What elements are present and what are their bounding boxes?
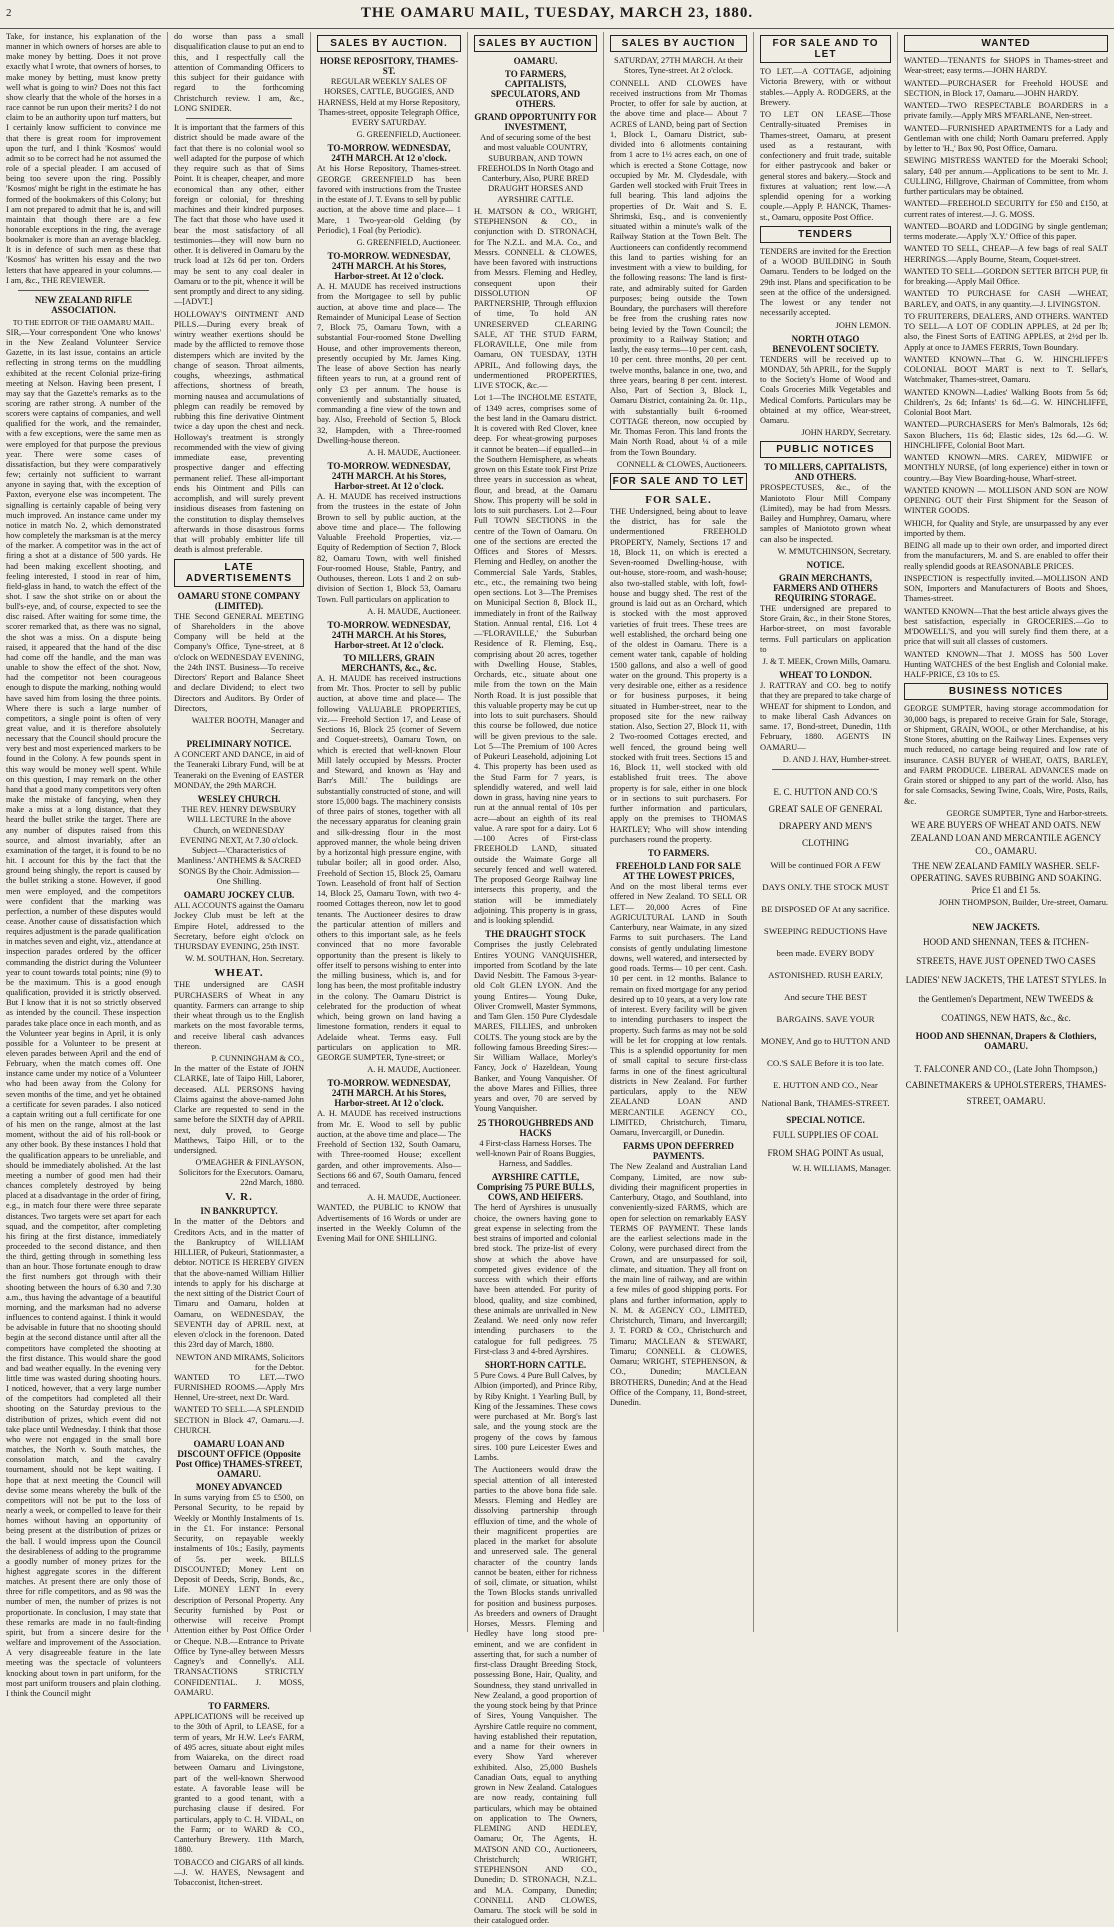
- article-rifle-heading: NEW ZEALAND RIFLE ASSOCIATION.: [34, 294, 133, 315]
- freehold-land-text: And on the most liberal terms ever offered in New Zealand. TO SELL OR LET— 20,000 Acres of Fine AGRICULTURAL LAND in South Canterbury, near Waimate, in any sized Farms to suit purchasers. The Land consists of gently undulating limestone downs, well watered, and intersected by good roads. Terms— 10 per cent. Cash. 10 per cent. in 12 months. Balance to remain on fixed mortgage for any period desired up to 10 years, at a very low rate of interest. Every facility will be given to intending purchasers to inspect the property. Such farms as may not be sold will be let for cropping at low rentals. This is a splendid opportunity for men of small capital to secure first-class farms in one of the finest agricultural districts in New Zealand. For further particulars, apply to the NEW ZEALAND LOAN AND MERCANTILE AGENCY CO., LIMITED, Christchurch, Timaru, Oamaru, Invercargill, or Dunedin.: [610, 882, 747, 1137]
- article-rifle-subheading: TO THE EDITOR OF THE OAMARU MAIL.: [12, 317, 155, 327]
- benevolent-text: TENDERS will be received up to MONDAY, 5th APRIL, for the Supply to the Society's Home of Wood and Coals Groceries Milk Vegetables and Medical Comforts. Particulars may be obtained at my office, Wear-street, Oamaru.: [760, 354, 891, 425]
- wanted-ad: WANTED TO SELL—GORDON SETTER BITCH PUP, fit for breaking.—Apply Mail Office.: [904, 266, 1108, 286]
- wheat-london-text: J. RATTRAY and CO. beg to notify that they are prepared to take charge of WHEAT for shipment to London, and to make liberal Cash Advances on same. 17, Bond-street, Dunedin, 11th February, 1880. AGENTS IN OAMARU—: [760, 681, 891, 752]
- connell-clowes-text: CONNELL AND CLOWES have received instructions from Mr Thomas Procter, to offer for sale by auction, at the above time and place— About 7 ACRES of LAND, being part of Section 1, Block I., Oamaru District, sub-divided into 6 allotments containing from 1 acre to 1½ acres each, on one of which is erected a Stone Cottage, now occupied by Mr. M. Clydesdale, with Garden well stocked with Fruit Trees in full bearing. This land adjoins the properties of Dr. Wait and S. E. Shrimski, Esq., and is conveniently situated within a minute's walk of the Railway Station at the Town Belt. The Auctioneers can confidently recommend this land to parties wishing for an investment with a view to building, for the following reasons: The land is first-rate, and admirably suited for Garden purposes; being outside the Town Boundary, the purchasers will therefore be free from the crushing rates now being levied by the Town Council; the proximity to a Railway Station; and lastly, the easy terms—10 per cent. cash, 10 per cent. three months, 20 per cent. twelve months, balance in one, two, and three years, bearing 8 per cent. interest. Also, Part of Section 3, Block I., Oamaru District, containing 2a. 0r. 11p., with substantially built 6-roomed COTTAGE thereon, now occupied by Mr. Thomas Feron. This land fronts the Main North Road, about ¼ of a mile from the Town Boundary.: [610, 78, 747, 457]
- family-washer-notice: THE NEW ZEALAND FAMILY WASHER. SELF-OPERATING. SAVES RUBBING AND SOAKING. Price £1 and £1 5s.: [910, 860, 1102, 895]
- auctioneers-text: The Auctioneers would draw the special attention of all interested parties to the above bona fide sale. Messrs. Fleming and Hedley are dissolving partnership through effluxion of time, and the whole of their magnificent properties are placed in the market for absolute and unreserved sale. The general character of the country lands cannot be beaten, either for richness of soil, climate, or situation, whilst the Town Blocks stands unrivalled for position and business purposes. As breeders and owners of Draught Horses, Messrs. Fleming and Hedley have long stood pre-eminent, and we are confident in asserting that, for such a number of first-class Draught Breeding Stock, possessing Bone, Hair, Quality, and Soundness, they stand unrivalled in New Zealand, a good proportion of the young stock being by that Prince of Sires, Young Vanquisher. The Ayrshire Cattle require no comment, having established their reputation, and a name for their owners in every Show Yard wherever exhibited. Also, 25,000 Bushels Canadian Oats, equal to anything grown in New Zealand. Catalogues are now ready, containing full particulars, which may be obtained on application to The Owners, FLEMING AND HEDLEY, Oamaru; Or, The Agents, H. MATSON AND CO., Auctioneers, Christchurch; WRIGHT, STEPHENSON AND CO., Dunedin; D. STRONACH, N.Z.L. and M.A. Company, Dunedin; CONNELL AND CLOWES, Oamaru. The stock will be sold in their catalogued order.: [474, 1465, 597, 1926]
- lease-premises-ad: TO LET ON LEASE—Those Centrally-situated Premises in Thames-street, Oamaru, at present used as a restaurant, with confectionery and fruit trade, suitable for either pastrycook and baker or general stores and bakery.—Stock and fixtures at valuation; rent low.—A splendid opening for a working couple.—Apply P. HANCK, Thames-st., Oamaru, opposite Post Office.: [760, 110, 891, 222]
- article-conclusion: do worse than pass a small disqualification clause to put an end to this, and I respectfully call the attention of Commanding Officers to this subject for their guidance with regard to the forthcoming Christchurch review. I am, &c., LONG SNIDER.: [174, 32, 304, 113]
- to-farmers-heading: TO FARMERS.: [647, 848, 710, 858]
- horse-repository-heading: HORSE REPOSITORY, THAMES-ST.: [319, 56, 459, 76]
- grain-storage-text: THE undersigned are prepared to Store Grain, &c., in their Stone Stores, Harbor-street, on most favorable terms. Full particulars on application to: [760, 603, 891, 654]
- article-rifle-text: SIR,—Your correspondent 'One who knows' in the New Zealand Volunteer Service Gazette, in its last issue, contains an article reflecting in strong terms on the muddling exhibited at the recent Colonial prize-firing meeting at Nelson. Having been present, I may say that the Gazette's remarks as to the scoring are rather strong. A number of the scorers were captains of companies, and well qualified for the work, and the remainder, with a few exceptions, were the same men as were employed for that purpose the previous year. There were some cases of dissatisfaction, but they were comparatively few; certainly not sufficient to warrant anyone in saying that, with the exception of Paxton, everyone else was incompetent. The signalling is certainly capable of being very much improved. An instance came under my notice in match No. 2, which demonstrated how completely the marksman is at the mercy of the marker. A competitor was in the act of firing a shot at a distance of 500 yards. He had been making excellent shooting, and feeling interested, I stood in rear of him, field-glass in hand, to watch the effect of the shot. I saw the shot strike on or about the bull's-eye, and, of course, expected to see the disc raised. After waiting for some time, the scorer remarked that, as there was no signal, the shot was a miss. On a dispute being raised, it appeared that the hand of the disc had come off the handle, and the man was unable to show the effect of the shot. Now, had the competitor not been courageous enough to dispute the marking, nothing would have saved him from losing the three points. Where there is such a large number of competitors, a single point is often of very great value, and it is therefore absolutely necessary that the Council should procure the very best and most experienced markers to be found in the Colony. A few pounds spent in this way would be money well spent. While on this question, I may remark on the other hand that a good many competitors very often make the mistake of fancying, when they make a miss at a long distance, that they heard the bullet strike the target. There are any number of disputes raised from this source, and almost invariably, after an examination of the target, it is found to be no hit. I account for this by the fact that the ground being shingly, the report is caused by the bullet striking a stone. However, if good men were employed, and the competitors were confident that the marking was perfection, a number of these disputes would cease. Another cause of dissatisfaction which requires adjustment is the parade qualification in matches seven and eight, viz., attendance at inspection parades ordered by the officer commanding the district during the Volunteer year to count towards total points; nine (9) to be the maximum. This is a good enough qualification, provided it is strictly observed. But I know that it is not so strictly observed as intended by the council. These inspection parades take place once in each month, and as the Volunteer year begins in April, it is only possible for a Volunteer to be present at eleven parades between April and the end of February, when the match comes off. One instance came under my notice of a Volunteer who had been away from the Colony for seven months of the time, and yet he obtained a certificate for seven parades. I also noticed a captain writing out a full certificate for one of his men on the range, almost at the last moment, without the aid of his roll-book or any other book. By these instances I hold that the qualification appears to be unreliable, and should be immediately abolished. At the last meeting a number of good men had their chances completely destroyed by being placed at a disadvantage in the order of firing, e.g., in match four there were three separate distances. Two targets were set apart for each squad, and the competitor, after completing his firing at the first distance, immediately proceeded to the second distance, and then the third, getting through in something less than an hour. Those fortunate enough to draw the first numbers got through with their shooting between the hours of 6.30 and 7.30 a.m., thus having the advantage of a beautiful morning, and the marksman had no adverse influences to contend against. I think it would be advisable in future that no shooting should begin at the second distance until after all the competitors have completed the shooting at the first distance. This would share the good and bad weather equally. In the evening very little time was wasted during shooting hours. I noticed, however, that a very large number of the competitors had completed all their shooting on the Saturday previous to the distribution of prizes, which event did not take place until Wednesday. I think that those who were not engaged in the small bore matches, the North v. South matches, the consolation match, and the cavalry tournament, should not be kept waiting. I hope that at next meeting the Council will devise some means whereby the bulk of the competitors will not be put to the loss of nearly a week, or compelled to leave for their homes without having an opportunity of being present at the distribution of prizes or the ball. I would impress upon the Council the desirableness of adding to the programme a goodly number of money prizes for the highest aggregate scores in the different matches. At present there are only those of three for rifle competitors, and as 98 was the number of men, the number of prizes is not proportionate. In conclusion, I may state that these remarks are made in no fault-finding spirit, but from a sincere desire for the welfare and improvement of the Association. A very disagreeable feature in the late meeting was the spectacle of volunteers knocking about town in part uniform, for the most part uniform trousers and plain clothing. I think the Council might: [6, 327, 161, 1698]
- wanted-ad: WANTED KNOWN—Ladies' Walking Boots from 5s 6d; Children's, 2s 6d; Infants' 1s 6d.—G. W. HINCHLIFFE, Colonial Boot Mart.: [904, 387, 1108, 417]
- sumpter-notice: GEORGE SUMPTER, having storage accommodation for 30,000 bags, is prepared to receive Grain for Sale, Storage, or Shipment, GRAIN, WOOL, or other Merchandise, at his Stone Stores, abutting on the Railway Lines. Expenses very much reduced, no cartage being required and low rate of insurance. CASH BUYER of WHEAT, OATS, BARLEY, and FARM PRODUCE. LIBERAL ADVANCES made on Grain stored or shipped to any part of the world. Also, has for sale Cornsacks, Sewing Twine, Coals, Wire, Posts, Rails, &c.: [904, 704, 1108, 806]
- estate-text: In the matter of the Estate of JOHN CLARKE, late of Taipo Hill, Laborer, deceased. ALL PERSONS having Claims against the above-named John Clarke are requested to send in the same before the SIXTH day of APRIL next, duly proved, to George Matthews, Taipo Hill, or to the undersigned.: [174, 1064, 304, 1155]
- article-review-text: Take, for instance, his explanation of the manner in which owners of horses are able to make money by betting. Does it not prove exactly what I wrote, that owners of horses, to make money by betting, must know pretty well what is going to win? Does not this fact show clearly that the whole of the horses in a race cannot be run upon their merits? I do not claim to be an authority upon turf matters, but I certainly know sufficient to convince me that there is great room for improvement upon the turf, and I think 'Kosmos' would admit so to be correct had he not assumed the role of a special pleader. I am accused of being too severe upon the ring. Possibly 'Kosmos' might be right in the estimate he has formed of the bookmakers of this Colony; but I am not prepared to admit that he is, and will maintain that though there are a few honorable exceptions in the ring, the average bookmaker is more than an average blackleg. It is in defence of such men as these that 'Kosmos' has written his essay and the two letters that have appeared in your columns.—I am, &c., THE REVIEWER.: [6, 32, 161, 285]
- draught-stock-heading: THE DRAUGHT STOCK: [485, 929, 586, 940]
- bankruptcy-signature: NEWTON AND MIRAMS, Solicitors for the Debtor.: [175, 1352, 304, 1372]
- wanted-ad: INSPECTION is respectfully invited.—MOLLISON AND SON, Importers and Manufacturers of Boots and Shoes, Thames-street.: [904, 573, 1108, 604]
- auction-header-3: SALES BY AUCTION: [610, 35, 747, 52]
- meek-signature: J. & T. MEEK, Crown Mills, Oamaru.: [762, 657, 891, 666]
- wheat-signature: P. CUNNINGHAM & CO.,: [211, 1054, 304, 1063]
- wanted-ad: WANTED—TENANTS for SHOPS in Thames-street and Wear-street; easy terms.—JOHN HARDY.: [904, 56, 1108, 76]
- column-4: [468, 32, 604, 1926]
- wheat-london-heading: WHEAT TO LONDON.: [779, 670, 872, 680]
- wanted-to-let-ad: WANTED TO LET.—TWO FURNISHED ROOMS.—Apply Mrs Hennel, Ure-street, next Dr. Ward.: [174, 1372, 304, 1402]
- sale5-subheading: TO MILLERS, GRAIN MERCHANTS, &c., &c.: [341, 652, 437, 673]
- wheat-heading: WHEAT.: [214, 967, 264, 980]
- thompson-signature: JOHN THOMPSON, Builder, Ure-street, Oamaru.: [938, 897, 1108, 907]
- divider: [186, 118, 292, 119]
- ayrshire-text: The herd of Ayrshires is unusually choice, the owners having gone to great expense in selecting from the best strains of imported and colonial bred stock. The prize-list of every show at which the above have competed gives evidence of the success with which their efforts have been attended. For purity of blood, quality, and size combined, these animals are unrivalled in New Zealand. We need only now refer intending purchasers to the catalogue for full pedigrees. 75 First-class 3 and 4-bred Ayrshires.: [474, 1203, 597, 1356]
- sale2-signature: G. GREENFIELD, Auctioneer.: [356, 238, 461, 247]
- coal-supplies-text: FULL SUPPLIES OF COAL FROM SHAG POINT As usual,: [767, 1129, 884, 1158]
- hood-shennan-notice: HOOD AND SHENNAN, TEES & ITCHEN-STREETS, HAVE JUST OPENED TWO CASES LADIES' NEW JACKETS, THE LATEST STYLES. In the Gentlemen's Department, NEW TWEEDS & COATINGS, NEW HATS, &c., &c.: [905, 936, 1107, 1023]
- sale6-text: A. H. MAUDE has received instructions from Mr. E. Wood to sell by public auction, at the above time and place— The Freehold of Section 132, South Oamaru, with Three-roomed House; excellent garden, and other improvements. Also— Sections 66 and 67, South Oamaru, fenced and terraced.: [317, 1109, 461, 1190]
- tenders-header: TENDERS: [760, 226, 891, 243]
- divider: [18, 290, 149, 291]
- clearing-sale-text: H. MATSON & CO., WRIGHT, STEPHENSON & CO., in conjunction with D. STRONACH, for The N.Z.L. and M.A. Co., and Messrs. CONNELL & CLOWES, have been favored with instructions from Messrs. Fleming and Hedley, consequent upon their DISSOLUTION OF PARTNERSHIP, Through effluxion of time, To hold AN UNRESERVED CLEARING SALE, AT THE STUD FARM, FLORAVILLE, One mile from Oamaru, ON TUESDAY, 13TH APRIL, And following days, the undermentioned PROPERTIES, LIVE STOCK, &c.—: [474, 206, 597, 390]
- bankruptcy-vr: V. R.: [225, 1191, 253, 1204]
- hutton-signature: E. HUTTON AND CO., Near National Bank, THAMES-STREET.: [761, 1079, 890, 1108]
- farmers-text: APPLICATIONS will be received up to the 30th of April, to LEASE, for a term of years, Mr H.W. Lee's FARM, of 495 acres, situate about eight miles from Waiareka, on the direct road between Oamaru and Livingstone, part of the well-known Sherwood estate. A favorable lease will be granted to a good tenant, with a purchasing clause if desired. For particulars, apply to C. H. VIDAL, on the Farm; or to WARD & CO., Canterbury Brewery. 11th March, 1880.: [174, 1712, 304, 1855]
- deferred-payments-heading: FARMS UPON DEFERRED PAYMENTS.: [623, 1141, 734, 1162]
- prospectuses-text: PROSPECTUSES, &c., of the Maniototo Flour Mill Company (Limited), may be had from Messrs. Bailey and Humphrey, Oamaru, where samples of Maniototo grown wheat can also be inspected.: [760, 483, 891, 544]
- hutton-sale-heading: E. C. HUTTON AND CO.'S GREAT SALE OF GENERAL DRAPERY AND MEN'S CLOTHING: [768, 786, 883, 848]
- wanted-ad: BEING all made up to their own order, and imported direct from the manufacturers, M. and S. are enabled to offer their really splendid goods at REASONABLE PRICES.: [904, 541, 1108, 571]
- farmers-capitalists-heading: TO FARMERS, CAPITALISTS, SPECULATORS, AND OTHERS.: [490, 69, 581, 109]
- wanted-header: WANTED: [904, 35, 1108, 52]
- wesley-heading: WESLEY CHURCH.: [197, 794, 281, 804]
- freehold-land-heading: FREEHOLD LAND FOR SALE AT THE LOWEST PRICES,: [615, 861, 742, 881]
- auction-header: SALES BY AUCTION.: [317, 35, 461, 52]
- ayrshire-heading: AYRSHIRE CATTLE, Comprising 75 PURE BULLS, COWS, AND HEIFERS.: [476, 1172, 595, 1203]
- sale5-signature: A. H. MAUDE, Auctioneer.: [367, 1065, 461, 1075]
- connell-clowes-signature: CONNELL & CLOWES, Auctioneers.: [616, 459, 747, 469]
- thoroughbreds-heading: 25 THOROUGHBREDS AND HACKS: [477, 1117, 594, 1138]
- grand-opportunity-heading: GRAND OPPORTUNITY FOR INVESTMENT,: [474, 112, 597, 132]
- wesley-text: THE REV. HENRY DEWSBURY WILL LECTURE In the above Church, on WEDNESDAY EVENING NEXT, At 7.30 o'clock. Subject—'Characteristics of Manliness.' ANTHEMS & SACRED SONGS By the Choir. Admission—One Shilling.: [177, 805, 301, 886]
- hood-shennan-signature: HOOD AND SHENNAN, Drapers & Clothiers, OAMARU.: [915, 1030, 1097, 1051]
- cottage-to-let-ad: TO LET.—A COTTAGE, adjoining Victoria Brewery, with or without stables.—Apply A. RODGERS, at the Brewery.: [760, 67, 891, 107]
- masthead: [0, 0, 1114, 29]
- wood-building-tender: TENDERS are invited for the Erection of a WOOD BUILDING in South Oamaru. Tenders to be lodged on the 29th inst. Plans and specification to be seen at the office of the undersigned. The lowest or any tender not necessarily accepted.: [760, 246, 891, 318]
- for-sale-to-let-header: FOR SALE AND TO LET: [760, 35, 891, 63]
- column-7: [898, 32, 1114, 1632]
- greenfield-signature: G. GREENFIELD, Auctioneer.: [356, 130, 461, 140]
- wanted-ad: WANTED TO PURCHASE for CASH —WHEAT, BARLEY, and OATS, in any quantity.—J. LIVINGSTON.: [904, 289, 1108, 309]
- hartley-property-text: THE Undersigned, being about to leave the district, has for sale the undermentioned FREEHOLD PROPERTY, Namely, Sections 17 and 18, Block 11, on which is erected a Seven-roomed Dwelling-house, with out-house, store-room, and wash-house; also two-stalled stable, with loft, fowl-house and buggy shed. The rest of the ground is laid out as an Orchard, which is stocked with the most approved varieties of fruit trees. These trees are well established, the orchard being one of the oldest in Oamaru. There is a cement water tank, capable of holding 1500 gallons, and also a well of good water on the ground. This property is a very desirable one, either as a residence or for business purposes, it being situated in Humber-street, near to the proposed site for the new railway station. Also, Section 27, Block 11, with 2 Two-roomed Cottages erected, and well fenced, the ground being well stocked with fruit trees. Sections 15 and 16, Block 11, well stocked with old established fruit trees. The above property is for sale, either in one block or in sections to suit purchasers. For further information and particulars, apply on the premises to THOMAS HARTLEY; Who will show intending purchasers round the property.: [610, 506, 747, 844]
- jockey-heading: OAMARU JOCKEY CLUB.: [183, 890, 295, 900]
- wanted-ad: WANTED KNOWN—That J. MOSS has 500 Lover Hunting WATCHES of the best English and Colonial make. HALF-PRICE, £3 10s to £5.: [904, 649, 1108, 679]
- hardy-signature: JOHN HARDY, Secretary.: [801, 428, 891, 438]
- shorthorn-text: 5 Pure Cows. 4 Pure Bull Calves, by Albion (imported), and Prince Riby, by Riby Knight. 1 Yearling Bull, by King of the Jessamines. These cows were purchased at Mr. Borg's last sale, and the young stock are the progeny of the cows by famous sires. 100 pure Leicester Ewes and Lambs.: [474, 1371, 597, 1462]
- falconer-notice: T. FALCONER AND CO., (Late John Thompson,) CABINETMAKERS & UPHOLSTERERS, THAMES-STREET, OAMARU.: [905, 1063, 1107, 1106]
- notice-heading: NOTICE.: [806, 559, 845, 570]
- column-1: [0, 32, 168, 1698]
- sale4-text: A. H. MAUDE has received instructions from the trustees in the estate of John Brown to sell by public auction, at the above time and place— The following Valuable Freehold Properties, viz.— Equity of Redemption of Section 7, Block 82, Oamaru Town, with well finished Four-roomed House, Stable, Pantry, and Outhouses, thereon. Lots 1 and 2 on sub-division of Section 1, Block 53, Oamaru Town. Full particulars on application to: [317, 492, 461, 604]
- wanted-ad: WANTED KNOWN—That the best article always gives the best satisfaction, especially in GROCERIES.—Go to M'DOWELL'S, and you will surely find them there, at a price that will suit all classes of customers.: [904, 606, 1108, 647]
- column-3: [311, 32, 468, 1632]
- sale5-heading: TO-MORROW. WEDNESDAY, 24TH MARCH. At his Stores, Harbor-street. At 12 o'clock.: [327, 619, 451, 650]
- buyers-notice: WE ARE BUYERS OF WHEAT AND OATS. NEW ZEALAND LOAN AND MERCANTILE AGENCY CO., OAMARU.: [910, 819, 1102, 856]
- deferred-payments-text: The New Zealand and Australian Land Company, Limited, are now sub-dividing their magnificent properties in Canterbury, Otago, and Southland, into conveniently-sized FARMS, which are open for selection on remarkably EASY TERMS OF PAYMENT. These lands are the earliest selections made in the Colony, were purchased direct from the Crown, and are unsurpassed for soil, climate, and situation. They all front on the main line of railway, and are within a few miles of good shipping ports. For plans and further information, apply to N. M. & AGENCY CO., LIMITED, Christchurch, Timaru, and Invercargill; J. T. FORD & CO., Christchurch and Timaru; MACLEAN & STEWART, Timaru; CONNELL & CLOWES, Oamaru; WRIGHT, STEPHENSON, & CO., Dunedin; MACLEAN BROTHERS, Dunedin; And at the Head Office of the Company, 11, Bond-street, Dunedin.: [610, 1162, 747, 1407]
- loan-office-heading: OAMARU LOAN AND DISCOUNT OFFICE (Opposite Post Office) THAMES-STREET, OAMARU.: [175, 1439, 303, 1479]
- concert-text: A CONCERT AND DANCE, in aid of the Teaneraki Library Fund, will be at Teaneraki on the Evening of EASTER MONDAY, the 29th MARCH.: [174, 750, 304, 790]
- wanted-ad: WANTED TO SELL, CHEAP—A few bags of real SALT HERRINGS.—Apply Bourne, Steam, Coquet-street.: [904, 244, 1108, 264]
- column-5: [604, 32, 754, 1632]
- holloway-notice: HOLLOWAY'S OINTMENT AND PILLS.—During every break of wintry weather exertions should be made by the afflicted to remove those distempers which are invited by the change of season. Throat ailments, coughs, wheezings, asthmatical affections, shortness of breath, morning nausea and accumulations of phlegm can readily be removed by rubbing this fine derivative Ointment twice a day upon the chest and neck. Holloway's treatment is strongly recommended with the view of giving immediate ease, preventing prospective danger and effecting permanent relief. These all-important ends his Ointment and Pills can accomplish, and will surely prevent insidious diseases from fastening on the constitution to display themselves afterwards in those disastrous forms that will probably embitter life till death is almost preferable.: [174, 309, 304, 555]
- wanted-ad: WANTED KNOWN—That G. W. HINCHLIFFE'S COLONIAL BOOT MART is next to T. Sellar's, Watchmaker, Thames-street, Oamaru.: [904, 354, 1108, 385]
- late-ads-header: LATE ADVERTISEMENTS: [174, 559, 304, 587]
- wanted-ad: WHICH, for Quality and Style, are unsurpassed by any ever imported by them.: [904, 518, 1108, 538]
- wanted-ad: WANTED—FURNISHED APARTMENTS for a Lady and Gentleman with one child; North Oamaru preferred. Apply by letter to 'H.,' Box 90, Post Office, Oamaru.: [904, 123, 1108, 153]
- money-advanced-heading: MONEY ADVANCED: [195, 1482, 283, 1492]
- auction-header-2: SALES BY AUCTION: [474, 35, 597, 52]
- wheat-text: THE undersigned are CASH PURCHASERS of Wheat in any quantity. Farmers can arrange to ship their wheat through us to the English markets on the most favorable terms, and receive liberal cash advances thereon.: [174, 980, 304, 1051]
- wanted-ad: WANTED KNOWN—MRS. CAREY, MIDWIFE or MONTHLY NURSE, (of long experience) either in town or country.—Bay View Boarding-house, Wharf-street.: [904, 453, 1108, 483]
- loan-office-text: In sums varying from £5 to £500, on Personal Security, to be repaid by Weekly or Monthly Instalments of 1s. in the £1. For instance: Personal Security, on repayable weekly instalments of 10s.; Easily, payments of 5s. per week. BILLS DISCOUNTED; Money Lent on Deposit of Deeds, Scrip, Bonds, &c., Life. MONEY LENT In every description of Personal Property. Any Security furnished by Post or otherwise will receive Prompt Attention either by Post Office Order or Cheque. N.B.—Entrance to Private Office by Tyne-alley between Messrs Cagney's and Connelly's. ALL TRANSACTIONS STRICTLY CONFIDENTIAL. J. MOSS, OAMARU.: [174, 1493, 304, 1697]
- sale3-signature: A. H. MAUDE, Auctioneer.: [367, 448, 461, 457]
- bankruptcy-heading: IN BANKRUPTCY.: [200, 1206, 278, 1217]
- shorthorn-heading: SHORT-HORN CATTLE.: [484, 1360, 587, 1370]
- new-jackets-heading: NEW JACKETS.: [972, 921, 1040, 932]
- sale3-heading: TO-MORROW. WEDNESDAY, 24TH MARCH. At his Stores, Harbor-street. At 12 o'clock.: [327, 251, 451, 281]
- wanted-ad: WANTED—FREEHOLD SECURITY for £50 and £150, at current rates of interest.—J. G. MOSS.: [904, 199, 1108, 219]
- sale2-text: At his Horse Repository, Thames-street. GEORGE GREENFIELD has been favored with instructions from the Trustee in the estate of J. T. Evans to sell by public auction, at the above time and place— 1 Mare, 1 Two-year-old Gelding (by Periodic), 1 Foal (by Periodic).: [317, 164, 461, 235]
- concert-heading: PRELIMINARY NOTICE.: [186, 739, 292, 749]
- wanted-ad: TO FRUITERERS, DEALERS, AND OTHERS. WANTED TO SELL—A LOT OF CODLIN APPLES, at 2d per lb; also, the Finest Sorts of EATING APPLES, at 2½d per lb. Apply at once to JAMES FERRIS, Town Boundary.: [904, 311, 1108, 352]
- page-number: 2: [6, 7, 13, 19]
- wanted-ad: WANTED—TWO RESPECTABLE BOARDERS in a private family.—Apply MRS M'FARLANE, Nen-street.: [904, 101, 1108, 121]
- coal-notice: It is important that the farmers of this district should be made aware of the fact that there is no colonial wool so well adapted for the purpose of which they require such as that of Sims Point. It is cheaper, cheaper, and more economical than any other, either foreign or colonial, for threshing machines and their kindred purposes. The fact that those who have used it bear the most satisfactory of all testimonies—they will now burn no other. It is delivered in Oamaru by the truck load at 12s 6d per ton. Orders may be sent to any coal dealer in Oamaru or to the pit, whence it will be sent promptly and direct to any siding.—[ADVT.]: [174, 123, 304, 307]
- lemon-signature: JOHN LEMON.: [835, 320, 891, 330]
- stone-company-signature: WALTER BOOTH, Manager and Secretary.: [191, 716, 304, 735]
- estate-signature: O'MEAGHER & FINLAYSON, Solicitors for the Executors. Oamaru, 22nd March, 1880.: [178, 1158, 304, 1188]
- sumpter-signature: GEORGE SUMPTER, Tyne and Harbor-streets.: [946, 808, 1108, 818]
- wanted-to-sell-ad: WANTED TO SELL.—A SPLENDID SECTION in Block 47, Oamaru.—J. CHURCH.: [174, 1405, 304, 1435]
- saturday-sale-heading: SATURDAY, 27TH MARCH. At their Stores, Tyne-street. At 2 o'clock.: [614, 56, 743, 76]
- stone-company-heading: OAMARU STONE COMPANY (LIMITED).: [177, 590, 301, 611]
- public-to-know-ad: WANTED, the PUBLIC to KNOW that Advertisements of 16 Words or under are inserted in the Weekly Column of the Evening Mail for ONE SHILLING.: [317, 1203, 461, 1243]
- wanted-ad: WANTED KNOWN — MOLLISON AND SON are NOW OPENING OUT their First Shipment for the Season of WINTER GOODS.: [904, 485, 1108, 516]
- mutchinson-signature: W. M'MUTCHINSON, Secretary.: [777, 546, 891, 556]
- for-sale-subheading: FOR SALE.: [645, 493, 712, 506]
- divider: [772, 769, 879, 770]
- stone-company-text: THE Second GENERAL MEETING of Shareholders in the above Company will be held at the Company's Office, Tyne-street, at 8 o'clock on WEDNESDAY EVENING, the 24th INST. Business—To receive Directors' Report and Balance Sheet and declare Dividend; to elect two Directors and Auditors. By Order of Directors,: [174, 611, 304, 713]
- business-notices-header: BUSINESS NOTICES: [904, 683, 1108, 700]
- sale6-signature: A. H. MAUDE, Auctioneer.: [367, 1193, 461, 1203]
- sale2-heading: TO-MORROW. WEDNESDAY, 24TH MARCH. At 12 o'clock.: [327, 143, 451, 164]
- millers-heading: TO MILLERS, CAPITALISTS, AND OTHERS.: [764, 462, 887, 483]
- place-heading: OAMARU.: [513, 56, 558, 66]
- wanted-ad: WANTED—BOARD and LODGING by single gentleman; terms moderate.—Apply 'X.Y.' Office of this paper.: [904, 221, 1108, 241]
- wanted-ad: SEWING MISTRESS WANTED for the Moeraki School; salary, £40 per annum.—Applications to be sent to Mr. J. CULLING, Hillgrove, Chairman of Committee, from whom further particulars may be obtained.: [904, 156, 1108, 196]
- hutton-sale-text: Will be continued FOR A FEW DAYS ONLY. THE STOCK MUST BE DISPOSED OF At any sacrifice. SWEEPING REDUCTIONS Have been made. EVERY BODY ASTONISHED. RUSH EARLY, And secure THE BEST BARGAINS. SAVE YOUR MONEY, And go to HUTTON AND CO.'S SALE Before it is too late.: [760, 859, 891, 1068]
- horse-repository-text: REGULAR WEEKLY SALES OF HORSES, CATTLE, BUGGIES, AND HARNESS, Held at my Horse Repository, Thames-street, opposite Telegraph Office, EVERY SATURDAY.: [317, 77, 461, 127]
- bankruptcy-text: In the matter of the Debtors and Creditors Acts, and in the matter of the Bankruptcy of WILLIAM HILLIER, of Pukeuri, Stationmaster, a debtor. NOTICE IS HEREBY GIVEN that the above-named William Hillier intends to apply for his discharge at the next sitting of the District Court of Timaru and Oamaru, holden at Oamaru, on WEDNESDAY, the SEVENTH day of APRIL next, at eleven o'clock in the forenoon. Dated this 23rd day of March, 1880.: [174, 1217, 304, 1350]
- jockey-text: ALL ACCOUNTS against the Oamaru Jockey Club must be left at the Empire Hotel, addressed to the Secretary, before eight o'clock on THURSDAY EVENING, 25th INST.: [174, 901, 304, 951]
- thoroughbreds-text: 4 First-class Harness Horses. The well-known Pair of Roans Buggies, Harness, and Saddles.: [475, 1138, 596, 1168]
- wanted-ad: WANTED—PURCHASER for Freehold HOUSE and SECTION, in Block 17, Oamaru.—JOHN HARDY.: [904, 78, 1108, 98]
- lots-text: Lot 1—The INCHOLME ESTATE, of 1349 acres, comprises some of the best land in the Oamaru district. It is covered with Red Clover, knee deep. For wheat-growing purposes it cannot be beaten—if equalled—in the Southern Hemisphere, as wheats grown on this Estate took First Prize three years in succession as wheat, flour, and bread, at the Oamaru Show. This property will be sold in lots to suit purchasers. Lot 2—Four Full TOWN SECTIONS in the centre of the Town of Oamaru. On one of the sections are erected the Offices and Stores of Messrs. Fleming and Hedley, on another the Commercial Sale Yards, Stables, etc., etc., the remaining two being open sections. Lot 3—The Premises on Municipal Section 8, Block II., immediately in front of the Railway Station. Annual rental, £16. Lot 4—'FLORAVILLE,' the Suburban Residence of R. Fleming, Esq., comprising about 20 acres, together with Dwelling House, Stables, Orchards, etc., situate about one mile from the town on the Main North Road. It is just possible that this valuable property may be cut up into lots to suit purchasers. Should this course be followed, due notice will be given previous to the sale. Lot 5—The Premium of 100 Acres of Pukeuri Leasehold, adjoining Lot 4. This property has been used as the Stud Farm for 7 years, is splendidly watered, and well laid down in grass, having nine years to run at the annual rental of 10s per acre—about an eighth of its real value. A rare spot for a dairy. Lot 6—100 Acres of First-class FREEHOLD LAND, situated outside the Waimate Gorge all securely fenced and well watered. The proposed George Railway line intersects this property, and the station will be immediately adjoining. This property is in grass, and is looking splendid.: [474, 393, 597, 925]
- public-notices-header: PUBLIC NOTICES: [760, 441, 891, 458]
- special-notice-heading: SPECIAL NOTICE.: [786, 1114, 865, 1125]
- farmers-heading: TO FARMERS.: [208, 1701, 270, 1711]
- jockey-signature: W. M. SOUTHAN, Hon. Secretary.: [185, 954, 304, 964]
- column-6: [754, 32, 898, 1632]
- sale5-text: A. H. MAUDE has received instructions from Mr. Thos. Procter to sell by public auction, at above time and place— The following VALUABLE PROPERTIES, viz.— Freehold Section 17, and Lease of Sections 16, Block 25 (corner of Severn and Coquet-streets), Oamaru Town, on which is erected that well-known Flour Mill lately occupied by Messrs. Procter and Steward, and known as 'Hay and Barr's Mill.' The buildings are substantially constructed of stone, and will store 15,000 bags. The machinery consists of three pairs of stones, together with all the necessary apparatus for cleaning grain and silk-dressing flour in the most approved manner, the whole being driven by a horizontal high pressure engine, with tubular boiler; all in good order. Also, Freehold of Section 15, Block 25, Oamaru Town. Leasehold of front half of Section 14, Block 25, Oamaru Town, with two 4-roomed Cottages thereon, now let to good tenants. The Auctioneer desires to draw the particular attention of millers and others to this important sale, as he feels convinced that no more favorable opportunity than the present is likely to offer itself to persons wishing to enter into the milling business, which is, and for long has been, the most profitable industry in the colony. The Oamaru District is celebrated for the production of wheat which, being grown on land having a limestone formation, renders it equal to Adelaide wheat. Terms easy. Full particulars on application to MR. GEORGE SUMPTER, Tyne-street; or: [317, 673, 461, 1062]
- sale4-heading: TO-MORROW. WEDNESDAY, 24TH MARCH. At his Stores, Harbor-street. At 12 o'clock.: [327, 461, 451, 491]
- sale6-heading: TO-MORROW. WEDNESDAY, 24TH MARCH. At his Stores, Harbor-street. At 12 o'clock.: [327, 1078, 451, 1109]
- for-sale-header: FOR SALE AND TO LET: [610, 473, 747, 490]
- masthead-title: THE OAMARU MAIL, TUESDAY, MARCH 23, 1880.: [360, 5, 754, 21]
- wanted-ad: WANTED—PURCHASERS for Men's Balmorals, 12s 6d; Saxon Bluchers, 11s 6d; Elastic sides, 12s 6d.—G. W. HINCHLIFFE, Colonial Boot Mart.: [904, 420, 1108, 450]
- hay-signature: D. AND J. HAY, Humber-street.: [782, 754, 891, 764]
- freeholds-heading: And of securing some of the best and most valuable COUNTRY, SUBURBAN, AND TOWN FREEHOLDS In North Otago and Canterbury, Also, PURE BRED DRAUGHT HORSES AND AYRSHIRE CATTLE.: [477, 133, 594, 204]
- tobacco-ad: TOBACCO and CIGARS of all kinds.—J. W. HAYES, Newsagent and Tobacconist, Itchen-street.: [174, 1857, 304, 1887]
- column-2: [168, 32, 311, 1887]
- grain-storage-heading: GRAIN MERCHANTS, FARMERS AND OTHERS REQUIRING STORAGE.: [773, 572, 878, 603]
- sale3-text: A. H. MAUDE has received instructions from the Mortgagee to sell by public auction, at above time and place— The Remainder of Municipal Lease of Section 7, Block 75, Oamaru Town, with a substantial Four-roomed Stone Dwelling House, and other improvements thereon, presently occupied by Mr. James King. The lease of above Section has nearly fifteen years to run, at a ground rent of only £3 per annum. The house is conveniently and substantially situated, commanding a fine view of the town and bay. Also, Freehold of Section 5, Block 32, Hampden, with a Three-roomed Dwelling-house thereon.: [317, 282, 461, 445]
- sale4-signature: A. H. MAUDE, Auctioneer.: [367, 606, 461, 616]
- draught-stock-text: Comprises the justly Celebrated Entires YOUNG VANQUISHER, imported from Scotland by the late David Nesbitt. The Famous 3-year-old Colt GLEN LYON. And the young Entires— Young Duke, Oliver Cromwell, Master Symmons, and Tam Glen. 150 Pure Clydesdale MARES, FILLIES, and unbroken COLTS. The young stock are by the following famous Breeding Sires:—Sir William Wallace, Morley's Fancy, Jock o' Hazeldean, Young Banker, and Young Vanquisher. Of the above Mares and Fillies, three years and over, 70 are served by Young Vanquisher.: [474, 940, 597, 1114]
- williams-signature: W. H. WILLIAMS, Manager.: [792, 1163, 891, 1173]
- benevolent-heading: NORTH OTAGO BENEVOLENT SOCIETY.: [772, 333, 879, 354]
